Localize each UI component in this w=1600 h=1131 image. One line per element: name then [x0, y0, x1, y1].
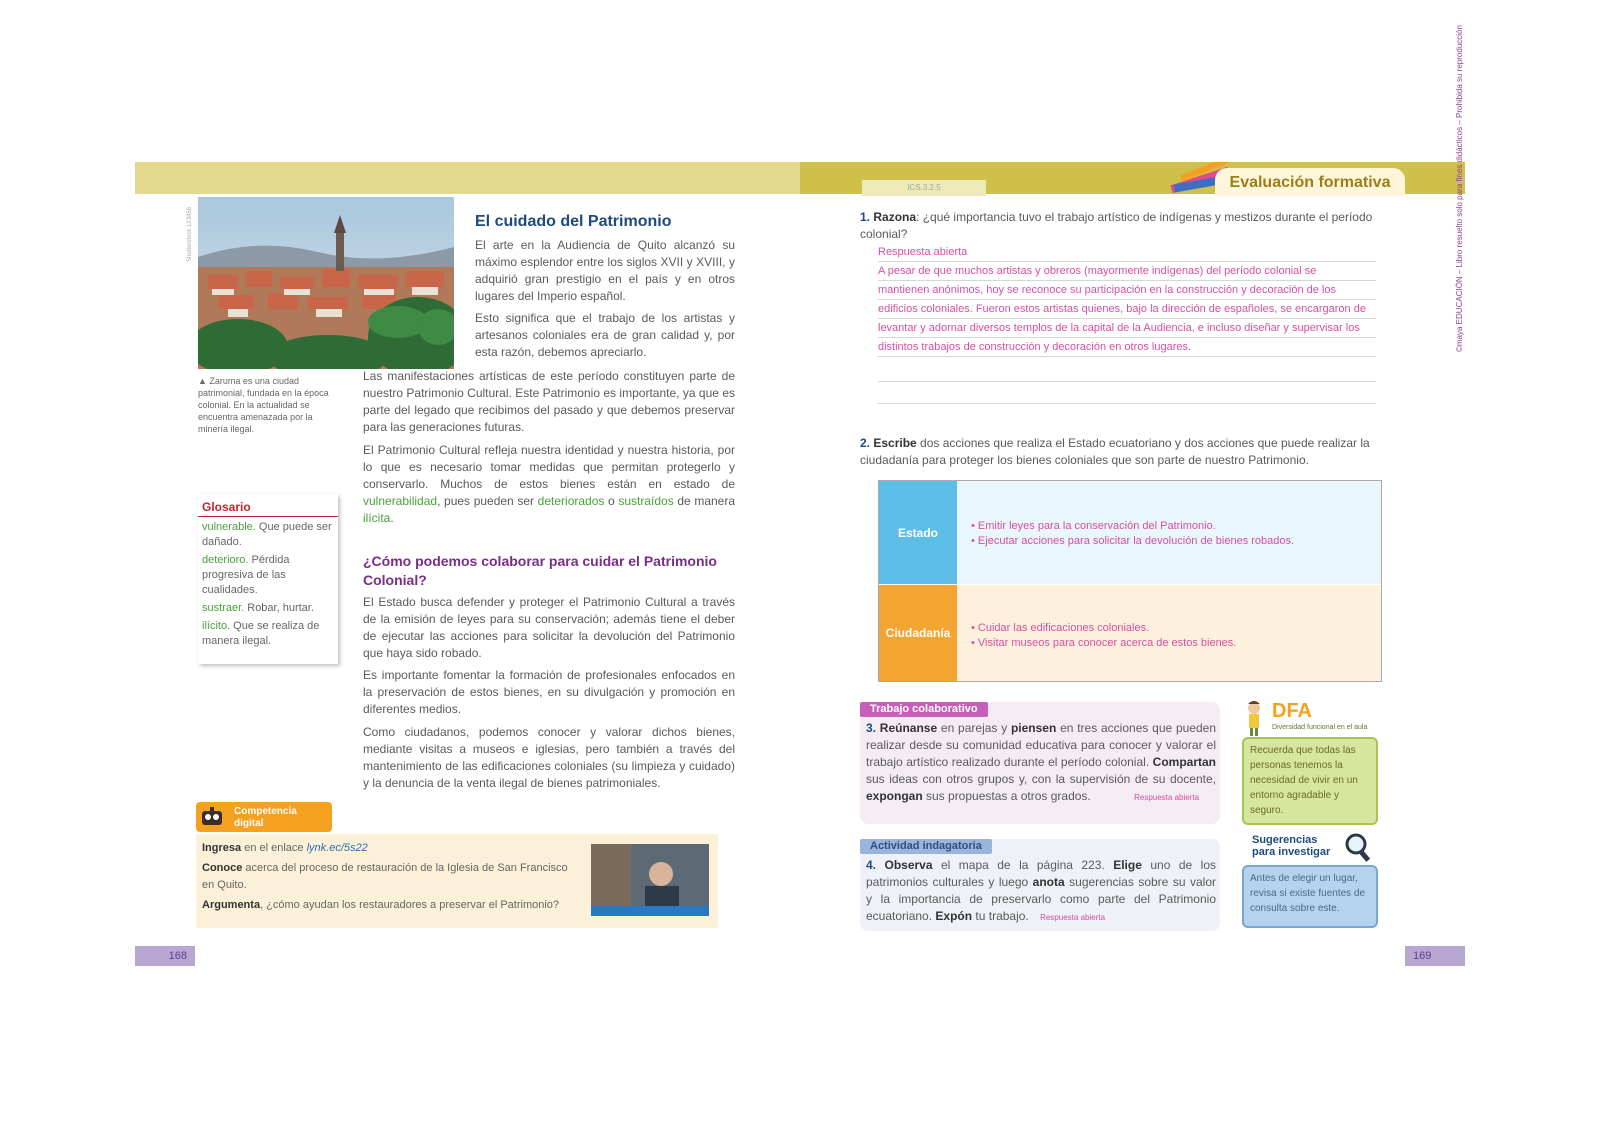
question-1: 1. Razona: ¿qué importancia tuvo el trabajo artístico de indígenas y mestizos durante el período colonial? [860, 210, 1373, 241]
lynk-link[interactable]: lynk.ec/5s22 [306, 842, 368, 854]
page-number-left: 168 [135, 946, 195, 966]
answer-line: edificios coloniales. Fueron estos artistas quienes, bajo la dirección de españoles, se encargaron de [878, 299, 1376, 319]
question-2: 2. Escribe dos acciones que realiza el Estado ecuatoriano y dos acciones que puede realizar la ciudadanía para proteger los bienes coloniales que son parte de nuestro Patrimonio. [860, 436, 1370, 467]
sugerencias-header: Sugerencias para investigar [1252, 834, 1382, 864]
glossary-term-ilicita: ilícita [363, 511, 391, 525]
glossary-term-vulnerabilidad: vulnerabilidad [363, 494, 438, 508]
right-page [800, 25, 1465, 966]
answer-line: A pesar de que muchos artistas y obreros (mayormente indígenas) del período colonial se [878, 261, 1376, 281]
paragraph-1: El arte en la Audiencia de Quito alcanzó su máximo esplendor entre los siglos XVII y XVIII, y adquirió gran prestigio en el país y en otros lugares del Imperio español. [475, 238, 735, 303]
vertical-copyright: ©maya EDUCACIÓN – Libro resuelto solo para fines didácticos – Prohibida su reproducción [1455, 25, 1464, 352]
zaruma-photo [198, 197, 454, 369]
photo-caption: ▲ Zaruma es una ciudad patrimonial, fundada en la época colonial. En la actualidad se encuentra amenazada por la minería ilegal. [198, 376, 329, 434]
left-page [135, 162, 800, 966]
photo-credit: Shutterstock 123456 [187, 206, 193, 262]
actividad-indagatoria-badge: Actividad indagatoria [860, 839, 992, 854]
robot-icon [200, 805, 224, 829]
dfa-subtitle: Diversidad funcional en el aula [1272, 724, 1368, 731]
actividad-indagatoria-box [860, 839, 1220, 931]
answer-line: distintos trabajos de construcción y decoración en otros lugares. [878, 337, 1376, 357]
trabajo-colaborativo-badge: Trabajo colaborativo [860, 702, 988, 717]
answer-line: levantar y adornar diversos templos de la capital de la Audiencia, e incluso diseñar y supervisar los [878, 318, 1376, 338]
dfa-title: DFA [1272, 700, 1312, 722]
paragraph-2: Esto significa que el trabajo de los artistas y artesanos coloniales era de gran calidad y, por esta razón, debemos apreciarlo. [475, 311, 735, 359]
glossary-item: ilícito. Que se realiza de manera ilegal. [202, 620, 320, 647]
glossary-item: vulnerable. Que puede ser dañado. [202, 521, 332, 548]
curriculum-code: ICS.3.2.5 [862, 180, 986, 196]
dfa-header [1240, 700, 1380, 736]
answer-line: mantienen anónimos, hoy se reconoce su participación en la construcción y decoración de los [878, 280, 1376, 300]
competencia-digital-badge: Competencia digital [196, 802, 332, 832]
competencia-line: Ingresa en el enlace lynk.ec/5s22 [202, 842, 368, 854]
glossary-title: Glosario [198, 494, 338, 517]
glossary-term-sustraidos: sustraídos [618, 494, 674, 508]
evaluacion-formativa-tab: Evaluación formativa [1215, 168, 1405, 196]
dfa-box: Recuerda que todas las personas tenemos la necesidad de vivir en un entorno agradable y seguro. [1242, 737, 1378, 825]
paragraph-6: Es importante fomentar la formación de profesionales enfocados en la preservación de estos bienes, en su divulgación y promoción en diferentes medios. [363, 668, 735, 716]
glossary-item: deterioro. Pérdida progresiva de las cualidades. [202, 554, 290, 596]
top-band [135, 162, 800, 194]
answer-line [878, 384, 1376, 404]
table-bullet: • Ejecutar acciones para solicitar la devolución de bienes robados. [971, 535, 1295, 547]
trabajo-colaborativo-box [860, 702, 1220, 824]
page-number-right: 169 [1405, 946, 1465, 966]
sugerencias-box: Antes de elegir un lugar, revisa si existe fuentes de consulta sobre este. [1242, 865, 1378, 928]
paragraph-3: Las manifestaciones artísticas de este período constituyen parte de nuestro Patrimonio Cultural. Este Patrimonio es importante, ya que es parte del legado que recibimos del pasado y que debemos preservar para las generaciones futuras. [363, 369, 735, 434]
table-bullet: • Emitir leyes para la conservación del Patrimonio. [971, 520, 1216, 532]
paragraph-4: El Patrimonio Cultural refleja nuestra identidad y nuestra historia, por lo que es necesario tomar medidas que permitan protegerlo y conservarlo. Muchos de estos bienes están en estado de vulnerabilidad, pues pueden ser deteriorados o sustraídos de manera ilícita. [363, 443, 736, 525]
page-title: El cuidado del Patrimonio [475, 213, 672, 230]
table-row-ciudadania [879, 585, 1381, 681]
row-label: Estado [879, 481, 957, 584]
girl-icon [1240, 700, 1270, 741]
answer-note: Respuesta abierta [1134, 793, 1200, 802]
magnifier-icon [1344, 832, 1372, 867]
competencia-line: Argumenta, ¿cómo ayudan los restauradores a preservar el Patrimonio? [202, 899, 560, 911]
row-label: Ciudadanía [879, 585, 957, 681]
question-4: 4. Observa el mapa de la página 223. Elige uno de los patrimonios culturales y luego anota sugerencias sobre su valor y la importancia de preservarlo como parte del Patrimonio ecuatoriano. Expón tu trabajo. Respuesta abierta [866, 858, 1216, 923]
answer-note: Respuesta abierta [1040, 913, 1106, 922]
book-spread [135, 25, 1465, 966]
glossary-item: sustraer. Robar, hurtar. [202, 602, 314, 614]
competencia-line: Conoce acerca del proceso de restauración de la Iglesia de San Francisco en Quito. [202, 862, 568, 891]
video-thumbnail[interactable] [591, 844, 709, 916]
glossary-term-deteriorados: deteriorados [537, 494, 605, 508]
actions-table [878, 480, 1382, 682]
table-bullet: • Cuidar las edificaciones coloniales. [971, 622, 1150, 634]
paragraph-5: El Estado busca defender y proteger el Patrimonio Cultural a través de la emisión de leyes para su conservación; además tiene el deber de ejecutar las acciones para solicitar la devolución del Patrimonio que haya sido robado. [363, 595, 735, 660]
paragraph-7: Como ciudadanos, podemos conocer y valorar dichos bienes, mediante visitas a museos e iglesias, pero también a través del mantenimiento de las edificaciones coloniales (su limpieza y cuidado) y la denuncia de la venta ilegal de bienes patrimoniales. [363, 725, 735, 790]
glossary-box [198, 494, 338, 664]
answer-line [878, 362, 1376, 382]
question-3: 3. Reúnanse en parejas y piensen en tres acciones que pueden realizar desde su comunidad educativa para conocer y valorar el trabajo artístico realizado durante el período colonial. Compartan sus ideas con otros grupos y, con la supervisión de su docente, expongan sus propuestas a otros grados. Respuesta abierta [866, 721, 1216, 803]
section-heading: ¿Cómo podemos colaborar para cuidar el Patrimonio Colonial? [363, 553, 717, 588]
answer-line: Respuesta abierta [878, 242, 1376, 262]
table-row-estado [879, 481, 1381, 584]
competencia-digital-box [196, 834, 718, 928]
table-bullet: • Visitar museos para conocer acerca de estos bienes. [971, 637, 1237, 649]
